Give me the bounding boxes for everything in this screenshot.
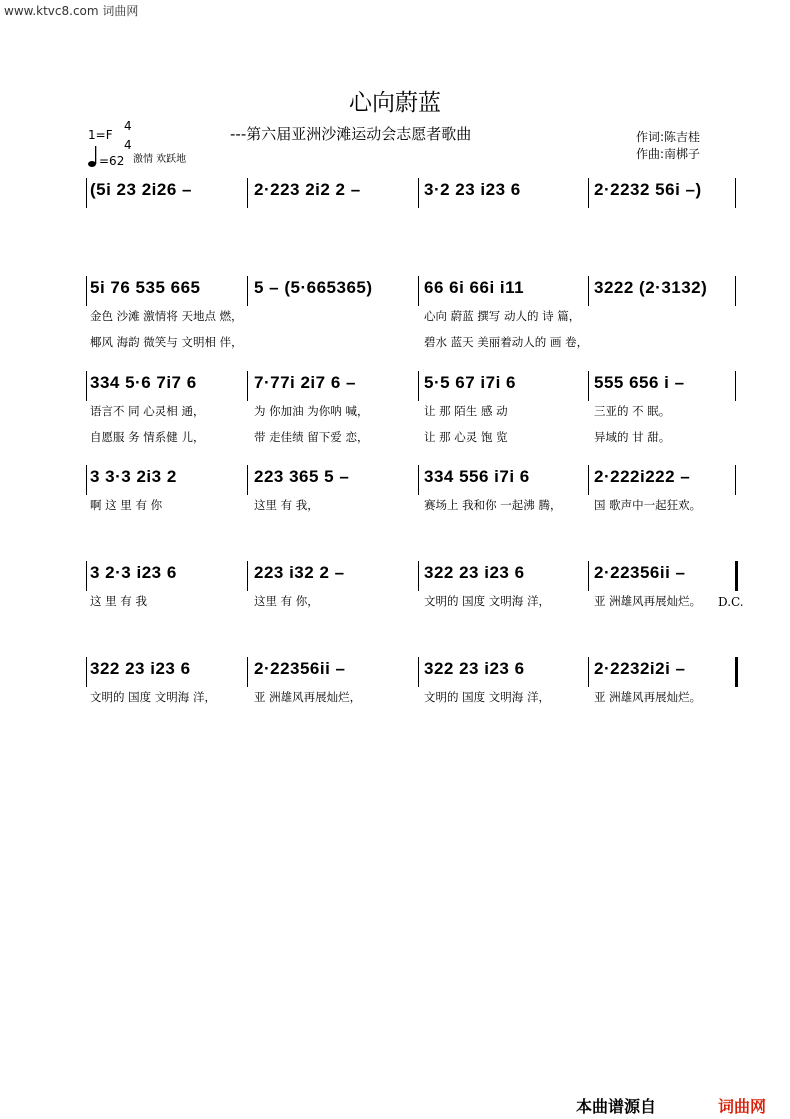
- lyric-verse-2: 异域的 甘 甜。: [594, 430, 671, 444]
- lyric-verse-1: 亚 洲雄风再展灿烂，: [254, 690, 362, 704]
- bar-line: [86, 465, 87, 495]
- song-title: 心向蔚蓝: [349, 90, 441, 116]
- bar-line: [588, 465, 589, 495]
- key-signature: 1=F: [88, 128, 113, 142]
- bar-line: [735, 657, 738, 687]
- bar-line: [86, 371, 87, 401]
- measure-notes: 2·22356ii –: [254, 659, 346, 678]
- bar-line: [735, 371, 736, 401]
- bar-line: [247, 561, 248, 591]
- expression-marking: 激情 欢跃地: [133, 154, 187, 165]
- measure-notes: 555 656 i –: [594, 373, 685, 392]
- footer-logo: 词曲网: [718, 1097, 767, 1116]
- bar-line: [588, 371, 589, 401]
- bar-line: [735, 276, 736, 306]
- measure-notes: 2·2232i2i –: [594, 659, 686, 678]
- measure-notes: 2·22356ii –: [594, 563, 686, 582]
- quarter-note-icon: [88, 146, 98, 172]
- bar-line: [247, 465, 248, 495]
- measure-notes: 3 3·3 2i3 2: [90, 467, 177, 486]
- measure-notes: 334 5·6 7i7 6: [90, 373, 197, 392]
- measure-notes: 334 556 i7i 6: [424, 467, 530, 486]
- bar-line: [247, 276, 248, 306]
- bar-line: [86, 178, 87, 208]
- bar-line: [418, 561, 419, 591]
- measure-notes: 7·77i 2i7 6 –: [254, 373, 356, 392]
- lyric-verse-1: 三亚的 不 眠。: [594, 404, 671, 418]
- lyric-verse-1: 国 歌声中一起狂欢。: [594, 498, 702, 512]
- bar-line: [247, 178, 248, 208]
- measure-notes: 322 23 i23 6: [424, 659, 525, 678]
- bar-line: [418, 276, 419, 306]
- bar-line: [588, 657, 589, 687]
- measure-notes: 2·222i222 –: [594, 467, 691, 486]
- lyric-verse-1: 金色 沙滩 激情将 天地点 燃，: [90, 309, 243, 323]
- lyric-verse-1: 这里 有 我，: [254, 498, 319, 512]
- lyricist-credit: 作词:陈吉桂: [636, 130, 701, 144]
- bar-line: [418, 657, 419, 687]
- lyric-verse-2: 带 走佳绩 留下爱 恋，: [254, 430, 369, 444]
- time-signature-bottom: 4: [124, 138, 132, 152]
- measure-notes: 223 i32 2 –: [254, 563, 345, 582]
- lyric-verse-1: 亚 洲雄风再展灿烂。: [594, 594, 702, 608]
- bar-line: [588, 276, 589, 306]
- bar-line: [735, 561, 738, 591]
- measure-notes: 3 2·3 i23 6: [90, 563, 177, 582]
- lyric-verse-1: 赛场上 我和你 一起沸 腾，: [424, 498, 562, 512]
- time-signature-top: 4: [124, 119, 132, 133]
- footer-source: 本曲谱源自: [576, 1097, 657, 1116]
- measure-notes: 322 23 i23 6: [424, 563, 525, 582]
- lyric-verse-1: 啊 这 里 有 你: [90, 498, 163, 512]
- lyric-verse-1: 语言不 同 心灵相 通，: [90, 404, 205, 418]
- bar-line: [247, 371, 248, 401]
- measure-notes: 5 – (5·665365): [254, 278, 373, 297]
- lyric-verse-2: 碧水 蓝天 美丽着动人的 画 卷，: [424, 335, 589, 349]
- measure-notes: 322 23 i23 6: [90, 659, 191, 678]
- lyric-verse-1: 文明的 国度 文明海 洋，: [90, 690, 216, 704]
- lyric-verse-2: 自愿服 务 情系健 儿，: [90, 430, 205, 444]
- measure-notes: (5i 23 2i26 –: [90, 180, 192, 199]
- lyric-verse-1: 让 那 陌生 感 动: [424, 404, 508, 418]
- lyric-verse-1: 文明的 国度 文明海 洋，: [424, 594, 550, 608]
- lyric-verse-2: 椰风 海韵 微笑与 文明相 伴，: [90, 335, 243, 349]
- measure-notes: 5i 76 535 665: [90, 278, 201, 297]
- site-watermark: www.ktvc8.com 词曲网: [4, 4, 139, 18]
- da-capo-marking: D.C.: [718, 595, 744, 609]
- song-subtitle: ---第六届亚洲沙滩运动会志愿者歌曲: [230, 125, 472, 143]
- bar-line: [86, 657, 87, 687]
- lyric-verse-1: 这 里 有 我: [90, 594, 147, 608]
- measure-notes: 223 365 5 –: [254, 467, 350, 486]
- bar-line: [735, 178, 736, 208]
- bar-line: [418, 465, 419, 495]
- lyric-verse-1: 心向 蔚蓝 撰写 动人的 诗 篇，: [424, 309, 581, 323]
- bar-line: [735, 465, 736, 495]
- measure-notes: 3222 (2·3132): [594, 278, 708, 297]
- bar-line: [86, 561, 87, 591]
- lyric-verse-2: 让 那 心灵 饱 览: [424, 430, 508, 444]
- lyric-verse-1: 文明的 国度 文明海 洋，: [424, 690, 550, 704]
- bar-line: [588, 561, 589, 591]
- lyric-verse-1: 亚 洲雄风再展灿烂。: [594, 690, 702, 704]
- bar-line: [418, 178, 419, 208]
- bar-line: [247, 657, 248, 687]
- measure-notes: 5·5 67 i7i 6: [424, 373, 517, 392]
- lyric-verse-1: 这里 有 你，: [254, 594, 319, 608]
- bar-line: [418, 371, 419, 401]
- composer-credit: 作曲:南梆子: [636, 147, 701, 161]
- lyric-verse-1: 为 你加油 为你呐 喊，: [254, 404, 369, 418]
- measure-notes: 2·2232 56i –): [594, 180, 702, 199]
- measure-notes: 2·223 2i2 2 –: [254, 180, 361, 199]
- tempo-marking: =62: [99, 154, 125, 168]
- measure-notes: 3·2 23 i23 6: [424, 180, 521, 199]
- measure-notes: 66 6i 66i i11: [424, 278, 525, 297]
- bar-line: [86, 276, 87, 306]
- bar-line: [588, 178, 589, 208]
